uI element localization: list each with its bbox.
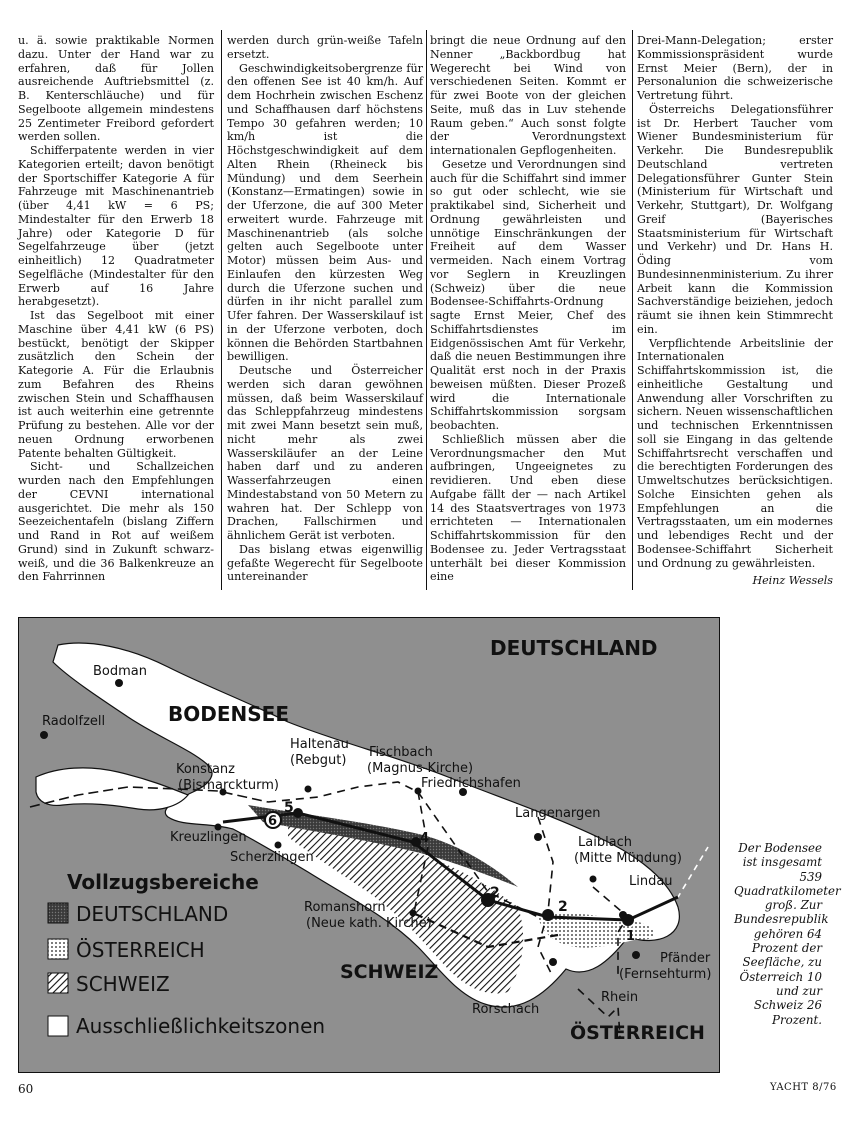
paragraph: Gesetze und Verordnungen sind auch für die Schiffahrt sind immer so gut oder schlecht, wie sie praktikabel sind, Sicherheit und Ordnung gewährleisten und unnötige Einschränkungen der Freiheit auf dem Wasser vermeiden. Nach einem Vortrag vor Seglern in Kreuzlingen (Schweiz) über die neue Bodensee-Schiffahrts-Ordnung sagte Ernst Meier, Chef des Schiffahrtsdienstes im Eidgenössischen Amt für Verkehr, daß die neuen Bestimmungen ihre Qualität erst noch in der Praxis beweisen müßten. Dieser Prozeß wird die Internationale Schiffahrtskommission sorgsam beobachten.	[430, 157, 626, 432]
place-label: Rhein	[601, 990, 639, 1005]
place-label: (Fernsehturm)	[619, 967, 712, 982]
article-column-1	[18, 34, 214, 584]
point-label: 1	[626, 929, 636, 944]
paragraph: u. ä. sowie praktikable Normen dazu. Unter der Hand war zu erfahren, daß für Jollen ausreichende Auftriebsmittel (z. B. Kenterschläuche) und für Segelboote allgemein mindestens 25 Zentimeter Freibord gefordert werden sollen.	[18, 34, 214, 144]
legend-item-oesterreich: ÖSTERREICH	[76, 938, 205, 962]
place-label: (Mitte Mündung)	[574, 851, 682, 866]
paragraph: Schifferpatente werden in vier Kategorien erteilt; davon benötigt der Sportschiffer Kategorie A für Fahrzeuge mit Maschinenantrieb (über 4,41 kW = 6 PS; Mindestalter für den Erwerb 18 Jahre) oder Kategorie D für Segelfahrzeuge über (jetzt einheitlich) 12 Quadratmeter Segelfläche (Mindestalter für den Erwerb auf 16 Jahre herabgesetzt).	[18, 144, 214, 309]
dot-rorschach	[549, 958, 557, 966]
author-signature: Heinz Wessels	[752, 574, 833, 588]
point-label: 6	[268, 814, 278, 829]
place-label: Pfänder	[660, 951, 711, 966]
paragraph: Verpflichtende Arbeitslinie der Internationalen Schiffahrtskommission ist, die einheitliche Gestaltung und Anwendung aller Vorschriften zu sichern. Neuen wissenschaftlichen und technischen Erkenntnissen soll sie Eingang in das geltende Schiffahrtsrecht verschaffen und die berechtigten Forderungen des Umweltschutzes berücksichtigen. Solche Einsichten gehen als Empfehlungen an die Vertragsstaaten, um ein modernes und lebendiges Recht und der Bodensee-Schiffahrt Sicherheit und Ordnung zu gewährleisten.	[637, 336, 833, 570]
lake-constance-map	[18, 617, 720, 1073]
point-label: 5	[284, 800, 294, 816]
legend-title: Vollzugsbereiche	[67, 870, 259, 894]
paragraph: Drei-Mann-Delegation; erster Kommissionspräsident wurde Ernst Meier (Bern), der in Personalunion die schweizerische Vertretung führt.	[637, 34, 833, 102]
place-label: Scherzlingen	[230, 850, 314, 865]
dot-haltenau	[305, 786, 312, 793]
magazine-issue: YACHT 8/76	[770, 1082, 837, 1093]
paragraph: bringt die neue Ordnung auf den Nenner „Backbordbug hat Wegerecht bei Wind von verschiedenen Seiten. Kommt er für zwei Boote von der gleichen Seite, muß das in Luv stehende Raum geben.“ Auch sonst folgte der Verordnungstext internationalen Gepflogenheiten.	[430, 34, 626, 157]
place-label: Konstanz	[176, 762, 235, 777]
paragraph: Geschwindigkeitsobergrenze für den offenen See ist 40 km/h. Auf dem Hochrhein zwischen Eschenz und Schaffhausen darf höchstens Tempo 30 gefahren werden; 10 km/h ist die Höchstgeschwindigkeit auf dem Alten Rhein (Rheineck bis Mündung) und dem Seerhein (Konstanz—Ermatingen) sowie in der Uferzone, die auf 300 Meter erweitert wurde. Fahrzeuge mit Maschinenantrieb (als solche gelten auch Segelboote unter Motor) müssen beim Aus- und Einlaufen den kürzesten Weg durch die Uferzone suchen und dürfen in ihr nicht parallel zum Ufer fahren. Der Wasserskilauf ist in der Uferzone verboten, doch können die Behörden Startbahnen bewilligen.	[227, 61, 423, 364]
point-marker-2b	[542, 909, 554, 921]
paragraph: werden durch grün-weiße Tafeln ersetzt.	[227, 34, 423, 61]
legend-swatch-deutschland	[48, 903, 68, 923]
legend-item-deutschland: DEUTSCHLAND	[76, 902, 229, 926]
paragraph: Österreichs Delegationsführer ist Dr. Herbert Taucher vom Wiener Bundesministerium für Verkehr. Die Bundesrepublik Deutschland vertreten Delegationsführer Gunter Stein (Ministerium für Wirtschaft und Verkehr, Stuttgart), Dr. Wolfgang Greif (Bayerisches Staatsministerium für Wirtschaft und Verkehr) und Dr. Hans H. Öding vom Bundesinnenministerium. Zu ihrer Arbeit kann die Kommission Sachverständige beiziehen, jedoch räumt sie ihnen kein Stimmrecht ein.	[637, 102, 833, 336]
point-label: 2	[558, 899, 568, 915]
place-label: Fischbach	[369, 745, 433, 760]
place-label: (Bismarckturm)	[178, 778, 279, 793]
map-caption: Der Bodensee ist insgesamt 539 Quadratkilometer groß. Zur Bundesrepublik gehören 64 Prozent der Seefläche, zu Österreich 10 und zur Schweiz 26 Prozent.	[734, 841, 841, 1027]
article-column-2	[227, 34, 423, 584]
place-label: Radolfzell	[42, 714, 106, 729]
place-label: Kreuzlingen	[170, 830, 247, 845]
paragraph: Ist das Segelboot mit einer Maschine über 4,41 kW (6 PS) bestückt, benötigt der Skipper zusätzlich den Schein der Kategorie A. Für die Erlaubnis zum Befahren des Rheins zwischen Stein und Schaffhausen ist auch weiterhin eine getrennte Prüfung zu bestehen. Alle vor der neuen Ordnung erworbenen Patente behalten Gültigkeit.	[18, 309, 214, 460]
legend-swatch-oesterreich	[48, 939, 68, 959]
point-label: 4	[420, 831, 430, 846]
page-number: 60	[18, 1082, 34, 1096]
column-rule	[632, 30, 633, 590]
article-column-3	[430, 34, 626, 584]
dot-bodman	[115, 679, 123, 687]
point-marker-1	[622, 914, 634, 926]
column-rule	[426, 30, 427, 590]
paragraph: Deutsche und Österreicher werden sich daran gewöhnen müssen, daß beim Wasserskilauf das Schleppfahrzeug mindestens mit zwei Mann besetzt sein muß, nicht mehr als zwei Wasserskiläufer an der Leine haben darf und zu anderen Wasserfahrzeugen einen Mindestabstand von 50 Metern zu wahren hat. Der Schlepp von Drachen, Fallschirmen und ähnlichem Gerät ist verboten.	[227, 364, 423, 542]
legend-item-zones: Ausschließlichkeitszonen	[76, 1014, 326, 1038]
place-label: (Rebgut)	[290, 753, 347, 768]
column-rule	[221, 30, 222, 590]
map-label-oesterreich: ÖSTERREICH	[570, 1022, 705, 1044]
place-label: (Magnus-Kirche)	[367, 761, 474, 776]
dot-laiblach	[590, 876, 597, 883]
place-label: Rorschach	[472, 1002, 540, 1017]
place-label: Friedrichshafen	[421, 776, 521, 791]
place-label: Bodman	[93, 664, 147, 679]
place-label: Laiblach	[578, 835, 633, 850]
place-label: (Neue kath. Kirche)	[306, 916, 432, 931]
place-label: Haltenau	[290, 737, 349, 752]
legend-swatch-schweiz	[48, 973, 68, 993]
place-label: Romanshorn	[304, 900, 386, 915]
paragraph: Sicht- und Schallzeichen wurden nach den Empfehlungen der CEVNI international ausgerichtet. Die mehr als 150 Seezeichentafeln (bislang Ziffern und Rand in Rot auf weißem Grund) sind in Zukunft schwarz-weiß, und die 36 Balkenkreuze an den Fahrrinnen	[18, 460, 214, 584]
place-label: Lindau	[629, 874, 673, 889]
point-label: 2	[490, 885, 500, 901]
point-marker-5	[293, 808, 303, 818]
dot-scherzlingen	[275, 842, 282, 849]
map-label-bodensee: BODENSEE	[168, 702, 289, 726]
dot-langenargen	[534, 833, 542, 841]
dot-pfaender	[632, 951, 640, 959]
paragraph: Schließlich müssen aber die Verordnungsmacher den Mut aufbringen, Ungeeignetes zu revidieren. Und eben diese Aufgabe fällt der — nach Artikel 14 des Staatsvertrages von 1973 errichteten — Internationalen Schiffahrtskommission für den Bodensee zu. Jeder Vertragsstaat unterhält bei dieser Kommission eine	[430, 432, 626, 584]
legend-swatch-zones	[48, 1016, 68, 1036]
map-label-deutschland: DEUTSCHLAND	[490, 636, 658, 660]
dot-radolfzell	[40, 731, 48, 739]
map-label-schweiz: SCHWEIZ	[340, 961, 439, 983]
paragraph: Das bislang etwas eigenwillig gefaßte Wegerecht für Segelboote untereinander	[227, 542, 423, 584]
article-column-4	[637, 34, 833, 588]
legend-item-schweiz: SCHWEIZ	[76, 972, 170, 996]
place-label: Langenargen	[515, 806, 601, 821]
